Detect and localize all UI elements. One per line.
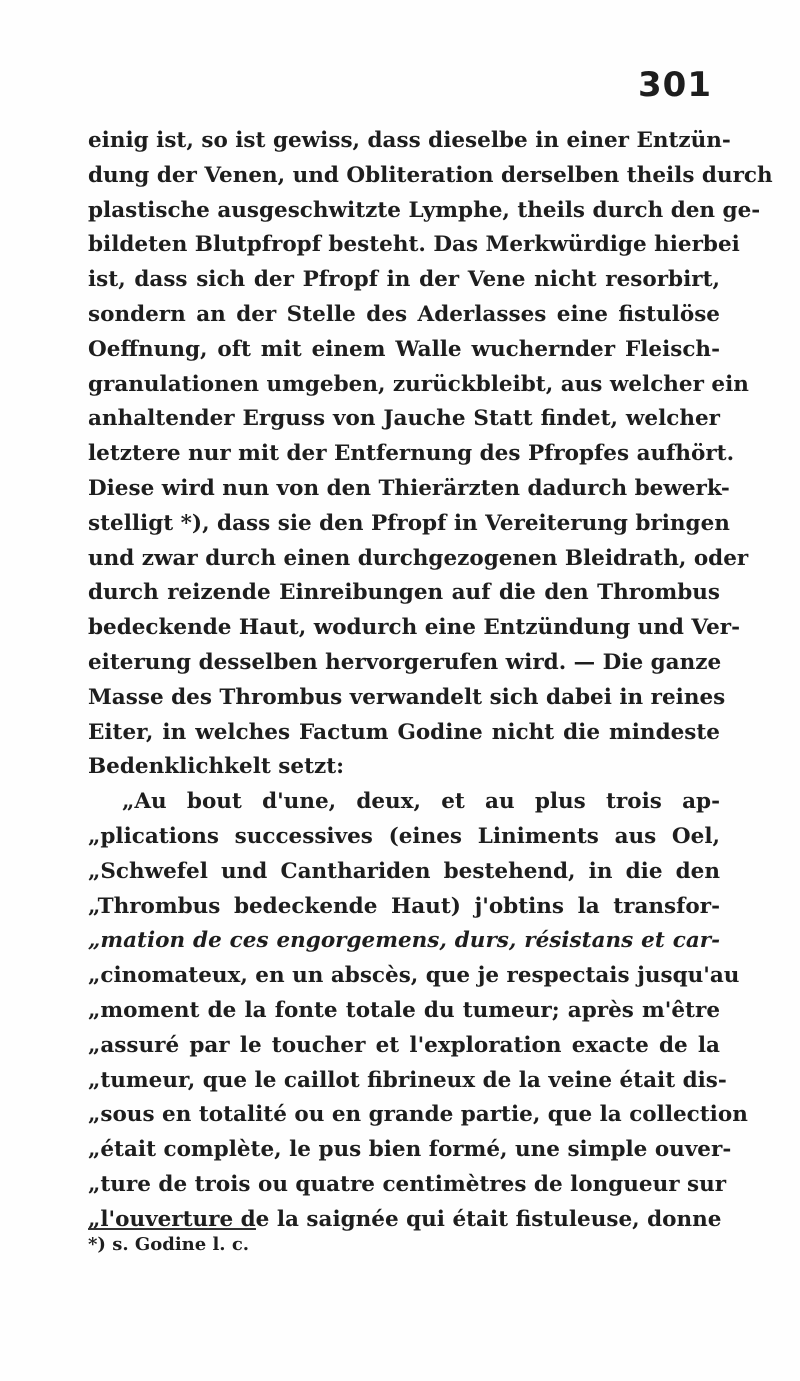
text-line: Oeffnung, oft mit einem Walle wuchernder Fleisch- [88, 336, 720, 362]
text-line: dung der Venen, und Obliteration derselben theils durch [88, 162, 773, 188]
text-line: einig ist, so ist gewiss, dass dieselbe in einer Entzün- [88, 128, 731, 153]
quote-line: „Schwefel und Canthariden bestehend, in die den [88, 858, 720, 884]
text-line: eiterung desselben hervorgerufen wird. — Die ganze [88, 649, 722, 675]
quote-line: „l'ouverture de la saignée qui était fistuleuse, donne [88, 1206, 722, 1232]
quote-line: „Au bout d'une, deux, et au plus trois ap- [122, 789, 720, 815]
text-line: stelligt *), dass sie den Pfropf in Vereiterung bringen [88, 510, 730, 536]
text-line: sondern an der Stelle des Aderlasses eine fistulöse [88, 301, 720, 327]
quote-line: „était complète, le pus bien formé, une simple ouver- [88, 1137, 732, 1163]
quote-line: „mation de ces engorgemens, durs, résistans et car- [88, 928, 720, 954]
quote-line: „assuré par le toucher et l'exploration exacte de la [88, 1032, 720, 1058]
text-line: durch reizende Einreibungen auf die den Thrombus [88, 580, 720, 606]
quote-line: „tumeur, que le caillot fibrineux de la veine était dis- [88, 1067, 727, 1093]
text-line: anhaltender Erguss von Jauche Statt findet, welcher [88, 406, 720, 432]
text-line: granulationen umgeben, zurückbleibt, aus welcher ein [88, 371, 749, 397]
text-line: Bedenklichkelt setzt: [88, 754, 345, 780]
quote-line: „moment de la fonte totale du tumeur; après m'être [88, 997, 720, 1023]
footnote-divider [88, 1228, 256, 1230]
quote-line: „cinomateux, en un abscès, que je respectais jusqu'au [88, 963, 740, 989]
text-line: ist, dass sich der Pfropf in der Vene nicht resorbirt, [88, 267, 720, 293]
text-line: Eiter, in welches Factum Godine nicht die mindeste [88, 719, 720, 745]
text-line: bildeten Blutpfropf besteht. Das Merkwürdige hierbei [88, 232, 740, 258]
body-text [88, 124, 773, 1238]
text-line: bedeckende Haut, wodurch eine Entzündung und Ver- [88, 615, 741, 641]
quote-line: „sous en totalité ou en grande partie, que la collection [88, 1102, 748, 1128]
quote-line: „plications successives (eines Liniments aus Oel, [88, 823, 720, 849]
footnote: *) s. Godine l. c. [88, 1234, 250, 1255]
text-line: und zwar durch einen durchgezogenen Bleidrath, oder [88, 545, 749, 571]
page-number: 301 [638, 65, 712, 105]
text-line: Masse des Thrombus verwandelt sich dabei in reines [88, 684, 726, 710]
text-line: letztere nur mit der Entfernung des Pfropfes aufhört. [88, 441, 735, 467]
text-line: Diese wird nun von den Thierärzten dadurch bewerk- [88, 475, 730, 501]
quote-line: „Thrombus bedeckende Haut) j'obtins la transfor- [88, 893, 720, 919]
quote-line: „ture de trois ou quatre centimètres de longueur sur [88, 1171, 727, 1197]
text-line: plastische ausgeschwitzte Lymphe, theils durch den ge- [88, 197, 761, 223]
